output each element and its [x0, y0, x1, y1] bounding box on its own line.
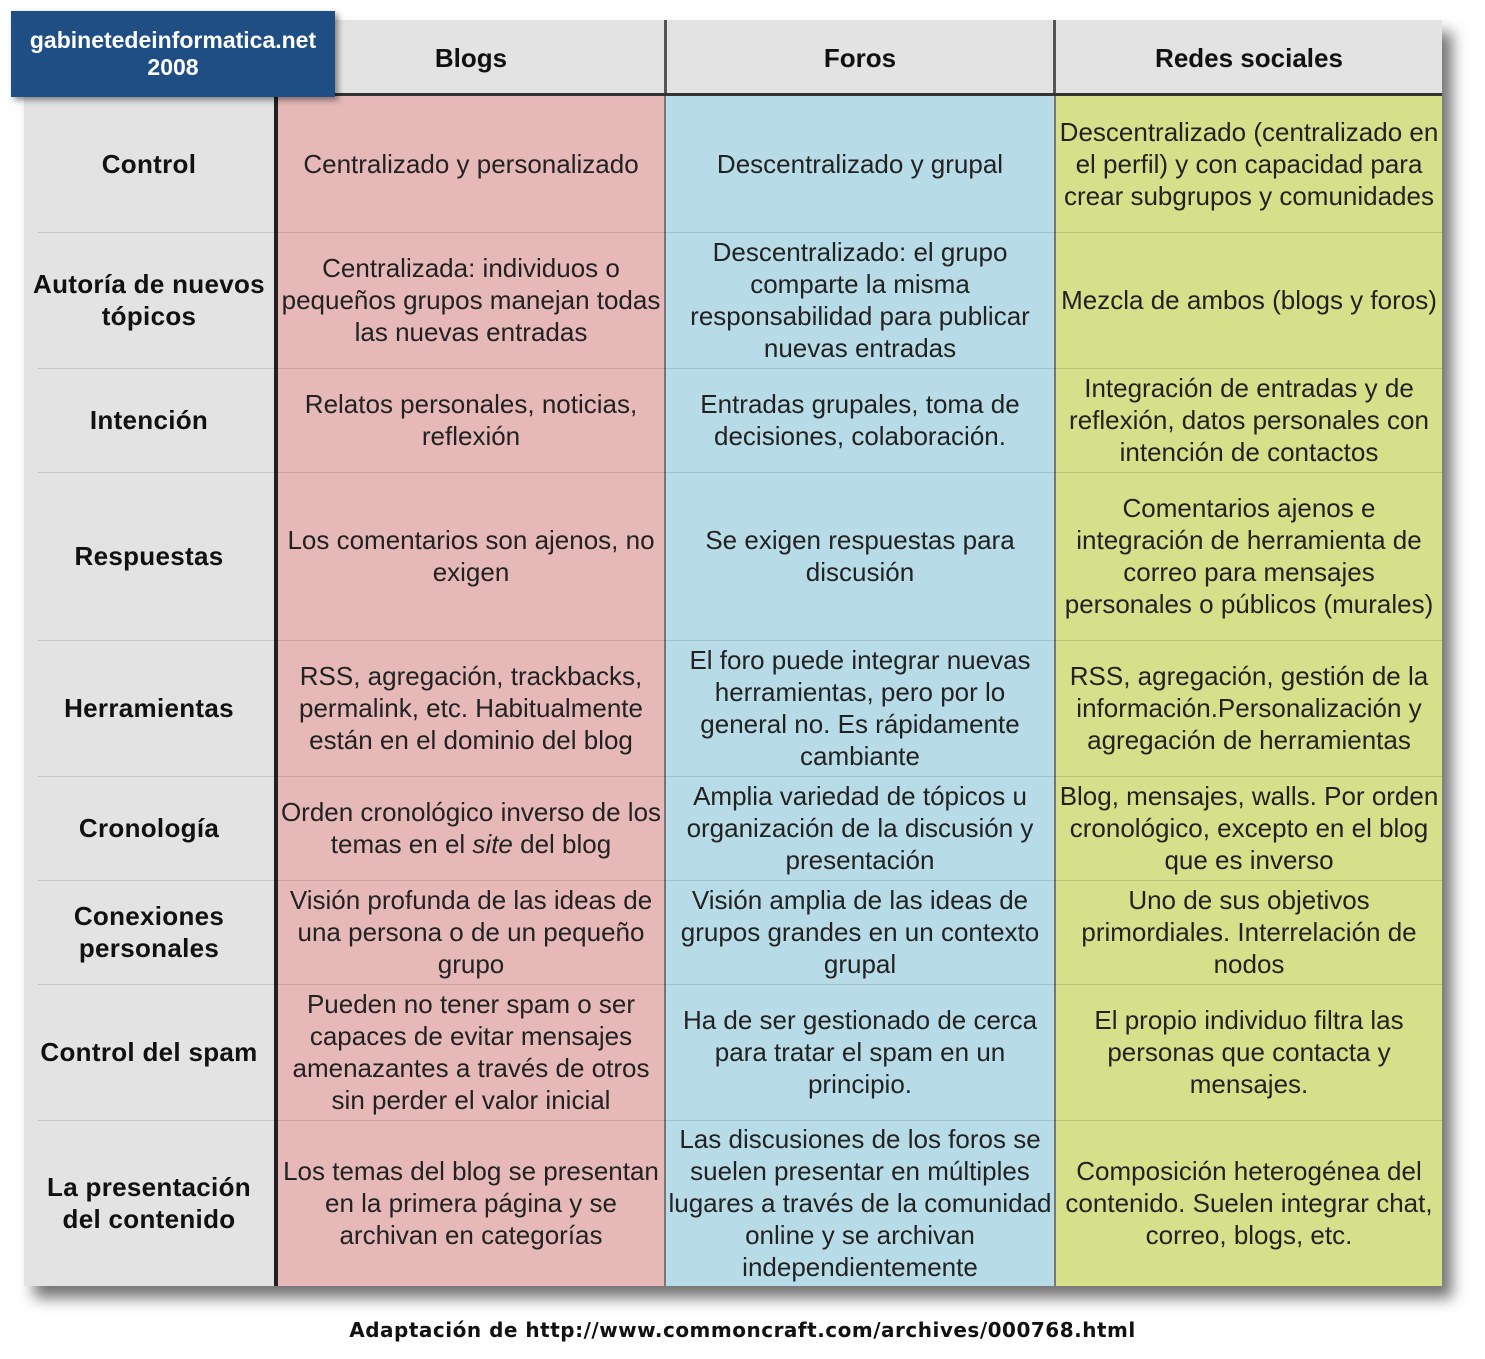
source-credit: Adaptación de http://www.commoncraft.com/archives/000768.html [349, 1318, 1136, 1342]
table-row [24, 984, 1442, 1120]
cell-foros: Amplia variedad de tópicos u organización de la discusión y presentación [686, 781, 1034, 875]
cell-blogs: Centralizada: individuos o pequeños grupos manejan todas las nuevas entradas [281, 253, 661, 347]
cell-foros: Se exigen respuestas para discusión [705, 525, 1015, 587]
cell-blogs: Relatos personales, noticias, reflexión [304, 389, 638, 451]
header-blogs: Blogs [434, 42, 508, 73]
table-row [24, 1120, 1442, 1286]
cell-blogs: RSS, agregación, trackbacks, permalink, etc. Habitualmente están en el dominio del blog [299, 661, 643, 755]
header-divider [1053, 20, 1056, 96]
row-label: La presentación del contenido [47, 1172, 251, 1234]
header-divider [664, 20, 667, 96]
table-row [24, 472, 1442, 640]
cell-foros: Entradas grupales, toma de decisiones, colaboración. [700, 389, 1020, 451]
cell-foros: Ha de ser gestionado de cerca para tratar el spam en un principio. [682, 1005, 1038, 1099]
cell-foros: Descentralizado y grupal [716, 149, 1004, 179]
table-row [24, 96, 1442, 232]
cell-redes: Mezcla de ambos (blogs y foros) [1061, 285, 1437, 315]
cell-blogs [278, 776, 664, 880]
row-label: Control del spam [40, 1037, 258, 1067]
cell-blogs-text: Orden cronológico inverso de los temas en el site del blog [280, 797, 662, 859]
table-row [24, 368, 1442, 472]
cell-redes: Uno de sus objetivos primordiales. Interrelación de nodos [1081, 885, 1417, 979]
row-label: Control [101, 149, 197, 179]
cell-blogs: Visión profunda de las ideas de una persona o de un pequeño grupo [289, 885, 653, 979]
row-label: Respuestas [74, 541, 224, 571]
cell-blogs: Los temas del blog se presentan en la primera página y se archivan en categorías [283, 1156, 659, 1250]
table-row [24, 640, 1442, 776]
row-label: Intención [89, 405, 209, 435]
table-row [24, 880, 1442, 984]
cell-blogs: Los comentarios son ajenos, no exigen [287, 525, 655, 587]
comparison-table [24, 20, 1442, 1286]
row-label: Herramientas [64, 693, 234, 723]
cell-redes: Descentralizado (centralizado en el perfil) y con capacidad para crear subgrupos y comunidades [1059, 117, 1439, 211]
row-label: Autoría de nuevos tópicos [33, 269, 265, 331]
cell-foros: Visión amplia de las ideas de grupos grandes en un contexto grupal [680, 885, 1040, 979]
cell-foros: Las discusiones de los foros se suelen presentar en múltiples lugares a través de la comunidad online y se archivan independientemente [668, 1124, 1052, 1282]
cell-foros: El foro puede integrar nuevas herramientas, pero por lo general no. Es rápidamente cambiante [689, 645, 1031, 771]
cell-redes: RSS, agregación, gestión de la información.Personalización y agregación de herramientas [1069, 661, 1429, 755]
cell-blogs: Pueden no tener spam o ser capaces de evitar mensajes amenazantes a través de otros sin perder el valor inicial [292, 989, 650, 1115]
row-label: Cronología [78, 813, 220, 843]
cell-redes: Composición heterogénea del contenido. Suelen integrar chat, correo, blogs, etc. [1065, 1156, 1433, 1250]
cell-redes: Blog, mensajes, walls. Por orden cronológico, excepto en el blog que es inverso [1059, 781, 1439, 875]
table-row [24, 232, 1442, 368]
header-redes-sociales: Redes sociales [1155, 42, 1343, 73]
header-foros: Foros [823, 42, 897, 73]
brand-badge [11, 11, 335, 97]
cell-redes: Comentarios ajenos e integración de herramienta de correo para mensajes personales o públicos (murales) [1064, 493, 1434, 619]
cell-blogs: Centralizado y personalizado [303, 149, 639, 179]
table-row [24, 776, 1442, 880]
brand-year: 2008 [147, 54, 199, 80]
cell-redes: El propio individuo filtra las personas que contacta y mensajes. [1094, 1005, 1404, 1099]
row-label: Conexiones personales [73, 901, 225, 963]
cell-redes: Integración de entradas y de reflexión, datos personales con intención de contactos [1069, 373, 1429, 467]
cell-foros: Descentralizado: el grupo comparte la misma responsabilidad para publicar nuevas entradas [690, 237, 1030, 363]
brand-site: gabinetedeinformatica.net [29, 27, 317, 53]
